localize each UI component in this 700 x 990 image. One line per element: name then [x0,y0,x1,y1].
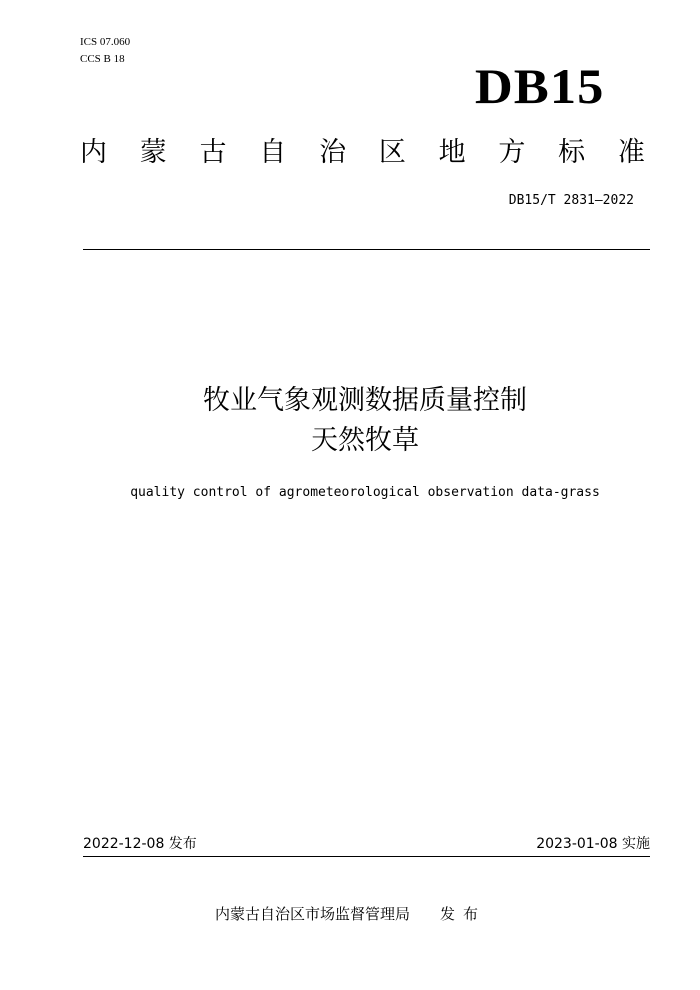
title-char: 准 [617,137,645,168]
title-char: 地 [438,137,466,168]
title-char: 内 [80,137,107,168]
title-char: 标 [558,137,586,168]
standard-logo: DB15 [474,58,604,114]
title-char: 蒙 [139,137,167,168]
document-title-line2: 天然牧草 [311,425,419,456]
document-title-line1: 牧业气象观测数据质量控制 [203,385,527,416]
effective-date: 2023-01-08 实施 [536,836,650,852]
ics-code: ICS 07.060 [80,36,131,48]
standard-number: DB15/T 2831—2022 [508,193,634,208]
footer-divider [83,856,650,857]
title-char: 古 [199,137,227,168]
issuer-action: 发布 [440,905,487,923]
title-char: 区 [378,137,406,168]
document-title-english: quality control of agrometeorological observation data-grass [130,485,600,500]
ccs-code: CCS B 18 [80,53,125,65]
issuing-authority [215,904,486,924]
title-char: 方 [498,137,526,168]
title-char: 治 [319,137,347,168]
title-char: 自 [259,137,287,168]
standard-category-title [80,135,645,171]
header-divider [83,249,650,250]
classification-codes [80,34,130,68]
issue-date: 2022-12-08 发布 [83,836,197,852]
issuer-name: 内蒙古自治区市场监督管理局 [215,905,411,923]
